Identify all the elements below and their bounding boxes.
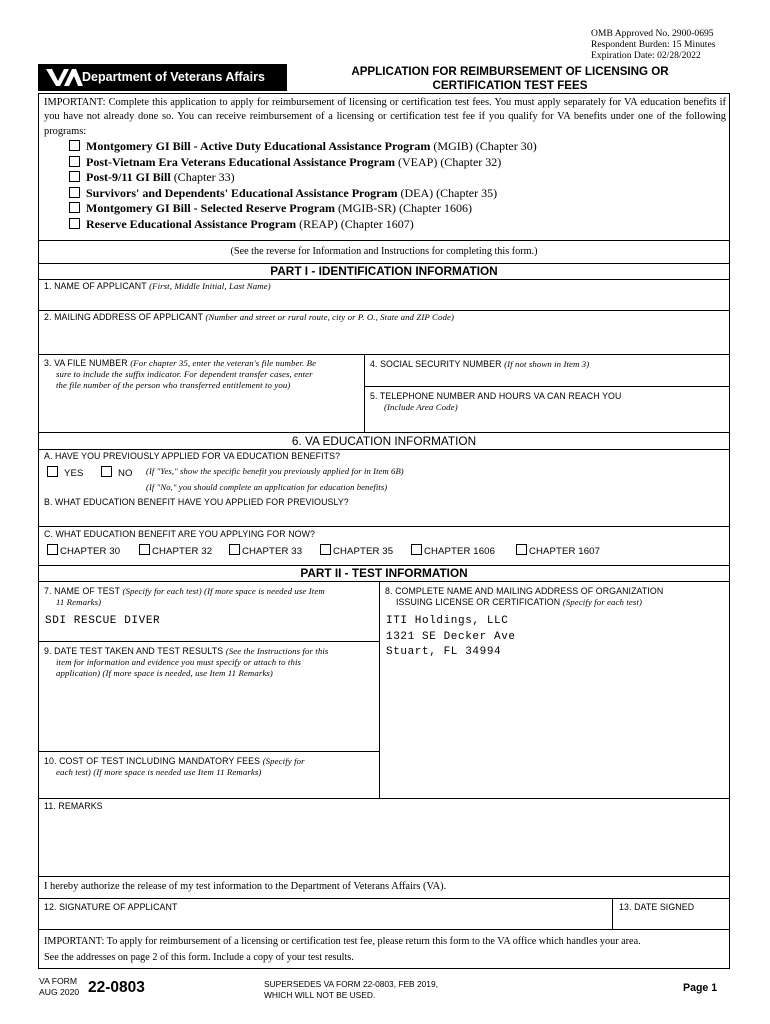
- see-reverse-note: (See the reverse for Information and Instructions for completing this form.): [230, 246, 538, 257]
- footer-form-label: VA FORM AUG 2020: [39, 976, 80, 997]
- checkbox-chapter33[interactable]: [229, 544, 240, 555]
- divider: [38, 581, 730, 582]
- checkbox-reap[interactable]: [69, 218, 80, 229]
- va-header-logo-bar: [38, 64, 287, 91]
- supersedes-note: SUPERSEDES VA FORM 22-0803, FEB 2019, WHICH WILL NOT BE USED.: [264, 979, 438, 1000]
- va-logo-icon: [44, 66, 84, 88]
- item5-label: 5. TELEPHONE NUMBER AND HOURS VA CAN REACH YOU (Include Area Code): [370, 391, 622, 412]
- item11-label: 11. REMARKS: [44, 801, 103, 811]
- chapter-33-option[interactable]: CHAPTER 33: [229, 544, 302, 557]
- divider: [364, 354, 365, 432]
- checkbox-chapter30[interactable]: [47, 544, 58, 555]
- program-mgib: Montgomery GI Bill - Active Duty Educational Assistance Program (MGIB) (Chapter 30): [69, 139, 537, 155]
- checkbox-mgib-sr[interactable]: [69, 202, 80, 213]
- divider: [38, 876, 730, 877]
- item3-label: 3. VA FILE NUMBER (For chapter 35, enter the veteran's file number. Be sure to include the suffix indicator. For dependent transfer cases, enter the file number of the person who transferred entitlement to you): [44, 358, 317, 390]
- divider: [364, 386, 730, 387]
- item6a-hint-no: (If "No," you should complete an application for education benefits): [146, 482, 388, 492]
- checkbox-yes[interactable]: [47, 466, 58, 477]
- org-city: Stuart, FL 34994: [386, 646, 502, 658]
- organization-address-value[interactable]: [386, 614, 516, 661]
- omb-info: [591, 29, 715, 61]
- checkbox-chapter35[interactable]: [320, 544, 331, 555]
- divider: [38, 751, 379, 752]
- divider: [379, 581, 380, 798]
- divider: [38, 354, 730, 355]
- divider: [38, 432, 730, 433]
- item6a-hint-yes: (If "Yes," show the specific benefit you previously applied for in Item 6B): [146, 466, 404, 476]
- checkbox-veap[interactable]: [69, 156, 80, 167]
- ssn-field[interactable]: [366, 371, 729, 386]
- item8-label: 8. COMPLETE NAME AND MAILING ADDRESS OF ORGANIZATION ISSUING LICENSE OR CERTIFICATION (Specify for each test): [385, 586, 664, 607]
- checkbox-chapter1606[interactable]: [411, 544, 422, 555]
- divider: [38, 929, 730, 930]
- form-number: 22-0803: [88, 979, 145, 996]
- checkbox-mgib[interactable]: [69, 140, 80, 151]
- item6a-label: A. HAVE YOU PREVIOUSLY APPLIED FOR VA EDUCATION BENEFITS?: [44, 451, 341, 461]
- applicant-name-field[interactable]: [39, 292, 729, 310]
- program-veap: Post-Vietnam Era Veterans Educational Assistance Program (VEAP) (Chapter 32): [69, 155, 537, 171]
- previous-benefit-field[interactable]: [39, 509, 729, 526]
- checkbox-post911[interactable]: [69, 171, 80, 182]
- item13-label: 13. DATE SIGNED: [619, 902, 695, 912]
- test-date-results-field[interactable]: [39, 684, 378, 751]
- mailing-address-field[interactable]: [39, 324, 729, 354]
- form-title-line2: CERTIFICATION TEST FEES: [432, 78, 588, 92]
- part2-title: PART II - TEST INFORMATION: [300, 566, 468, 580]
- item10-label: 10. COST OF TEST INCLUDING MANDATORY FEES (Specify for each test) (If more space is needed use Item 11 Remarks): [44, 756, 305, 777]
- part1-title: PART I - IDENTIFICATION INFORMATION: [270, 264, 498, 278]
- program-reap: Reserve Educational Assistance Program (REAP) (Chapter 1607): [69, 217, 537, 233]
- expiration-date: Expiration Date: 02/28/2022: [591, 49, 701, 61]
- divider: [38, 240, 730, 241]
- test-name-value[interactable]: SDI RESCUE DIVER: [45, 615, 161, 627]
- page-number: Page 1: [683, 982, 718, 994]
- item6a-options: [47, 466, 133, 479]
- no-label: NO: [118, 468, 133, 479]
- checkbox-chapter32[interactable]: [139, 544, 150, 555]
- item2-label: 2. MAILING ADDRESS OF APPLICANT (Number and street or rural route, city or P. O., State and ZIP Code): [44, 312, 454, 322]
- checkbox-no[interactable]: [101, 466, 112, 477]
- divider: [38, 310, 730, 311]
- item6b-label: B. WHAT EDUCATION BENEFIT HAVE YOU APPLIED FOR PREVIOUSLY?: [44, 497, 349, 507]
- item7-label: 7. NAME OF TEST (Specify for each test) (If more space is needed use Item 11 Remarks): [44, 586, 325, 607]
- divider: [38, 449, 730, 450]
- item12-label: 12. SIGNATURE OF APPLICANT: [44, 902, 178, 912]
- chapter-32-option[interactable]: CHAPTER 32: [139, 544, 212, 557]
- chapter-35-option[interactable]: CHAPTER 35: [320, 544, 393, 557]
- program-post911: Post-9/11 GI Bill (Chapter 33): [69, 170, 537, 186]
- signature-field[interactable]: [39, 914, 611, 929]
- va-file-number-field[interactable]: [39, 395, 363, 431]
- program-list: [69, 139, 537, 232]
- checkbox-chapter1607[interactable]: [516, 544, 527, 555]
- program-dea: Survivors' and Dependents' Educational Assistance Program (DEA) (Chapter 35): [69, 186, 537, 202]
- chapter-1606-option[interactable]: CHAPTER 1606: [411, 544, 495, 557]
- chapter-1607-option[interactable]: CHAPTER 1607: [516, 544, 600, 557]
- item4-label: 4. SOCIAL SECURITY NUMBER (If not shown in Item 3): [370, 359, 590, 369]
- item9-label: 9. DATE TEST TAKEN AND TEST RESULTS (See the Instructions for this item for information and evidence you must specify or attach to this application) (If more space is needed, use Item 11 Remarks): [44, 646, 329, 678]
- date-signed-field[interactable]: [613, 914, 729, 929]
- yes-label: YES: [64, 468, 84, 479]
- org-name: ITI Holdings, LLC: [386, 615, 509, 627]
- respondent-burden: Respondent Burden: 15 Minutes: [591, 38, 716, 50]
- divider: [38, 526, 730, 527]
- chapter-30-option[interactable]: CHAPTER 30: [47, 544, 120, 557]
- form-title-line1: APPLICATION FOR REIMBURSEMENT OF LICENSING OR: [351, 65, 669, 78]
- divider: [38, 641, 379, 642]
- omb-number: OMB Approved No. 2900-0695: [591, 28, 714, 39]
- program-mgib-sr: Montgomery GI Bill - Selected Reserve Program (MGIB-SR) (Chapter 1606): [69, 201, 537, 217]
- item1-label: 1. NAME OF APPLICANT (First, Middle Initial, Last Name): [44, 281, 271, 291]
- org-street: 1321 SE Decker Ave: [386, 630, 516, 643]
- important-paragraph: IMPORTANT: Complete this application to apply for reimbursement of licensing or certification test fees. You must apply separately for VA education benefits if you have not already done so. You can receive reimbursement of a licensing or certification test fee if you qualify for VA benefits under one of the following programs:: [44, 97, 726, 137]
- checkbox-dea[interactable]: [69, 187, 80, 198]
- authorization-statement: I hereby authorize the release of my test information to the Department of Veterans Affairs (VA).: [44, 881, 447, 892]
- agency-name: Department of Veterans Affairs: [82, 70, 265, 84]
- remarks-field[interactable]: [39, 813, 729, 875]
- divider: [38, 898, 730, 899]
- section6-title: 6. VA EDUCATION INFORMATION: [291, 434, 477, 448]
- important-return-note: IMPORTANT: To apply for reimbursement of a licensing or certification test fee, please return this form to the VA office which handles your area. See the addresses on page 2 of this form. Include a copy of your test results.: [44, 936, 641, 963]
- divider: [38, 279, 730, 280]
- item6c-label: C. WHAT EDUCATION BENEFIT ARE YOU APPLYING FOR NOW?: [44, 529, 316, 539]
- form-title: [300, 65, 720, 92]
- divider: [38, 798, 730, 799]
